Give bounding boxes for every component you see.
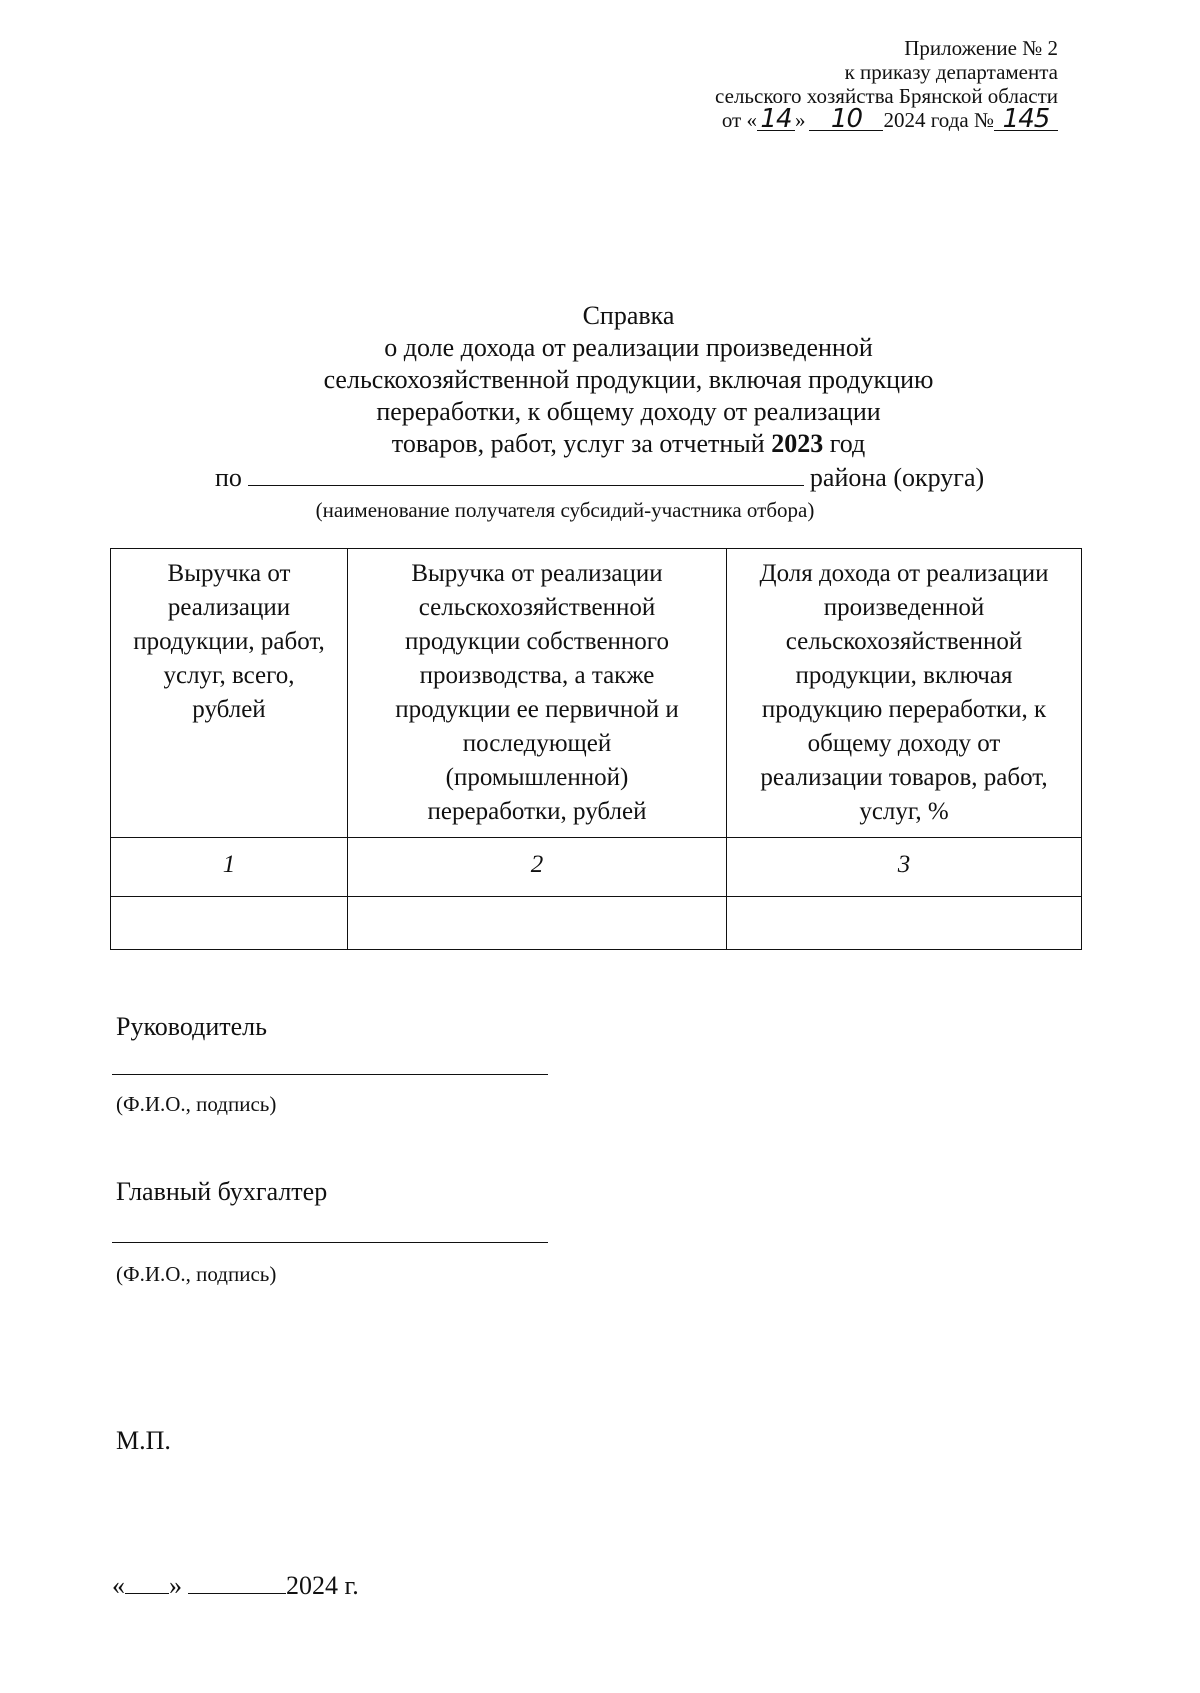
head-signature-caption: (Ф.И.О., подпись) [116,1092,277,1116]
income-share-cell[interactable] [727,897,1082,950]
document-title: Справка о доле дохода от реализации произведенной сельскохозяйственной продукции, включая продукцию переработки, к общему доходу от реализации товаров, работ, услуг за отчетный 2023 год [0,300,1200,460]
appendix-order-date: от « 14 » 10 2024 года № 145 [598,108,1058,132]
head-label: Руководитель [116,1012,267,1041]
order-day: 14 [757,108,795,131]
appendix-number: Приложение № 2 [904,36,1058,60]
column-number: 3 [727,838,1082,897]
header-cell-revenue-agri: Выручка от реализации сельскохозяйственной продукции собственного производства, а также продукции ее первичной и последующей (промышленной) переработки, рублей [348,549,727,838]
accountant-label: Главный бухгалтер [116,1177,328,1206]
column-number-row [111,838,1082,897]
stamp-place: М.П. [116,1426,171,1455]
order-number: 145 [994,108,1058,131]
appendix-reference [598,36,1058,132]
revenue-total-cell[interactable] [111,897,348,950]
signature-date: « » 2024 г. [112,1571,359,1600]
recipient-caption: (наименование получателя субсидий-участника отбора) [315,498,815,522]
title-word: Справка [582,301,675,330]
revenue-agri-cell[interactable] [348,897,727,950]
income-share-table [110,548,1082,950]
header-cell-income-share: Доля дохода от реализации произведенной сельскохозяйственной продукции, включая продукцию переработки, к общему доходу от реализации товаров, работ, услуг, % [727,549,1082,838]
appendix-order-ref: к приказу департамента [844,60,1058,84]
order-month: 10 [809,108,883,131]
head-signature-line[interactable] [112,1072,548,1075]
table-data-row [111,897,1082,950]
recipient-blank-field[interactable] [248,463,804,486]
appendix-department: сельского хозяйства Брянской области [715,84,1058,108]
accountant-signature-caption: (Ф.И.О., подпись) [116,1262,277,1286]
date-day-blank[interactable] [125,1573,169,1594]
accountant-signature-line[interactable] [112,1240,548,1243]
table-header-row [111,549,1082,838]
date-month-blank[interactable] [188,1573,286,1594]
report-year: 2023 [771,429,824,458]
column-number: 2 [348,838,727,897]
column-number: 1 [111,838,348,897]
header-cell-revenue-total: Выручка от реализации продукции, работ, услуг, всего, рублей [111,549,348,838]
recipient-line: по района (округа) [215,463,985,492]
